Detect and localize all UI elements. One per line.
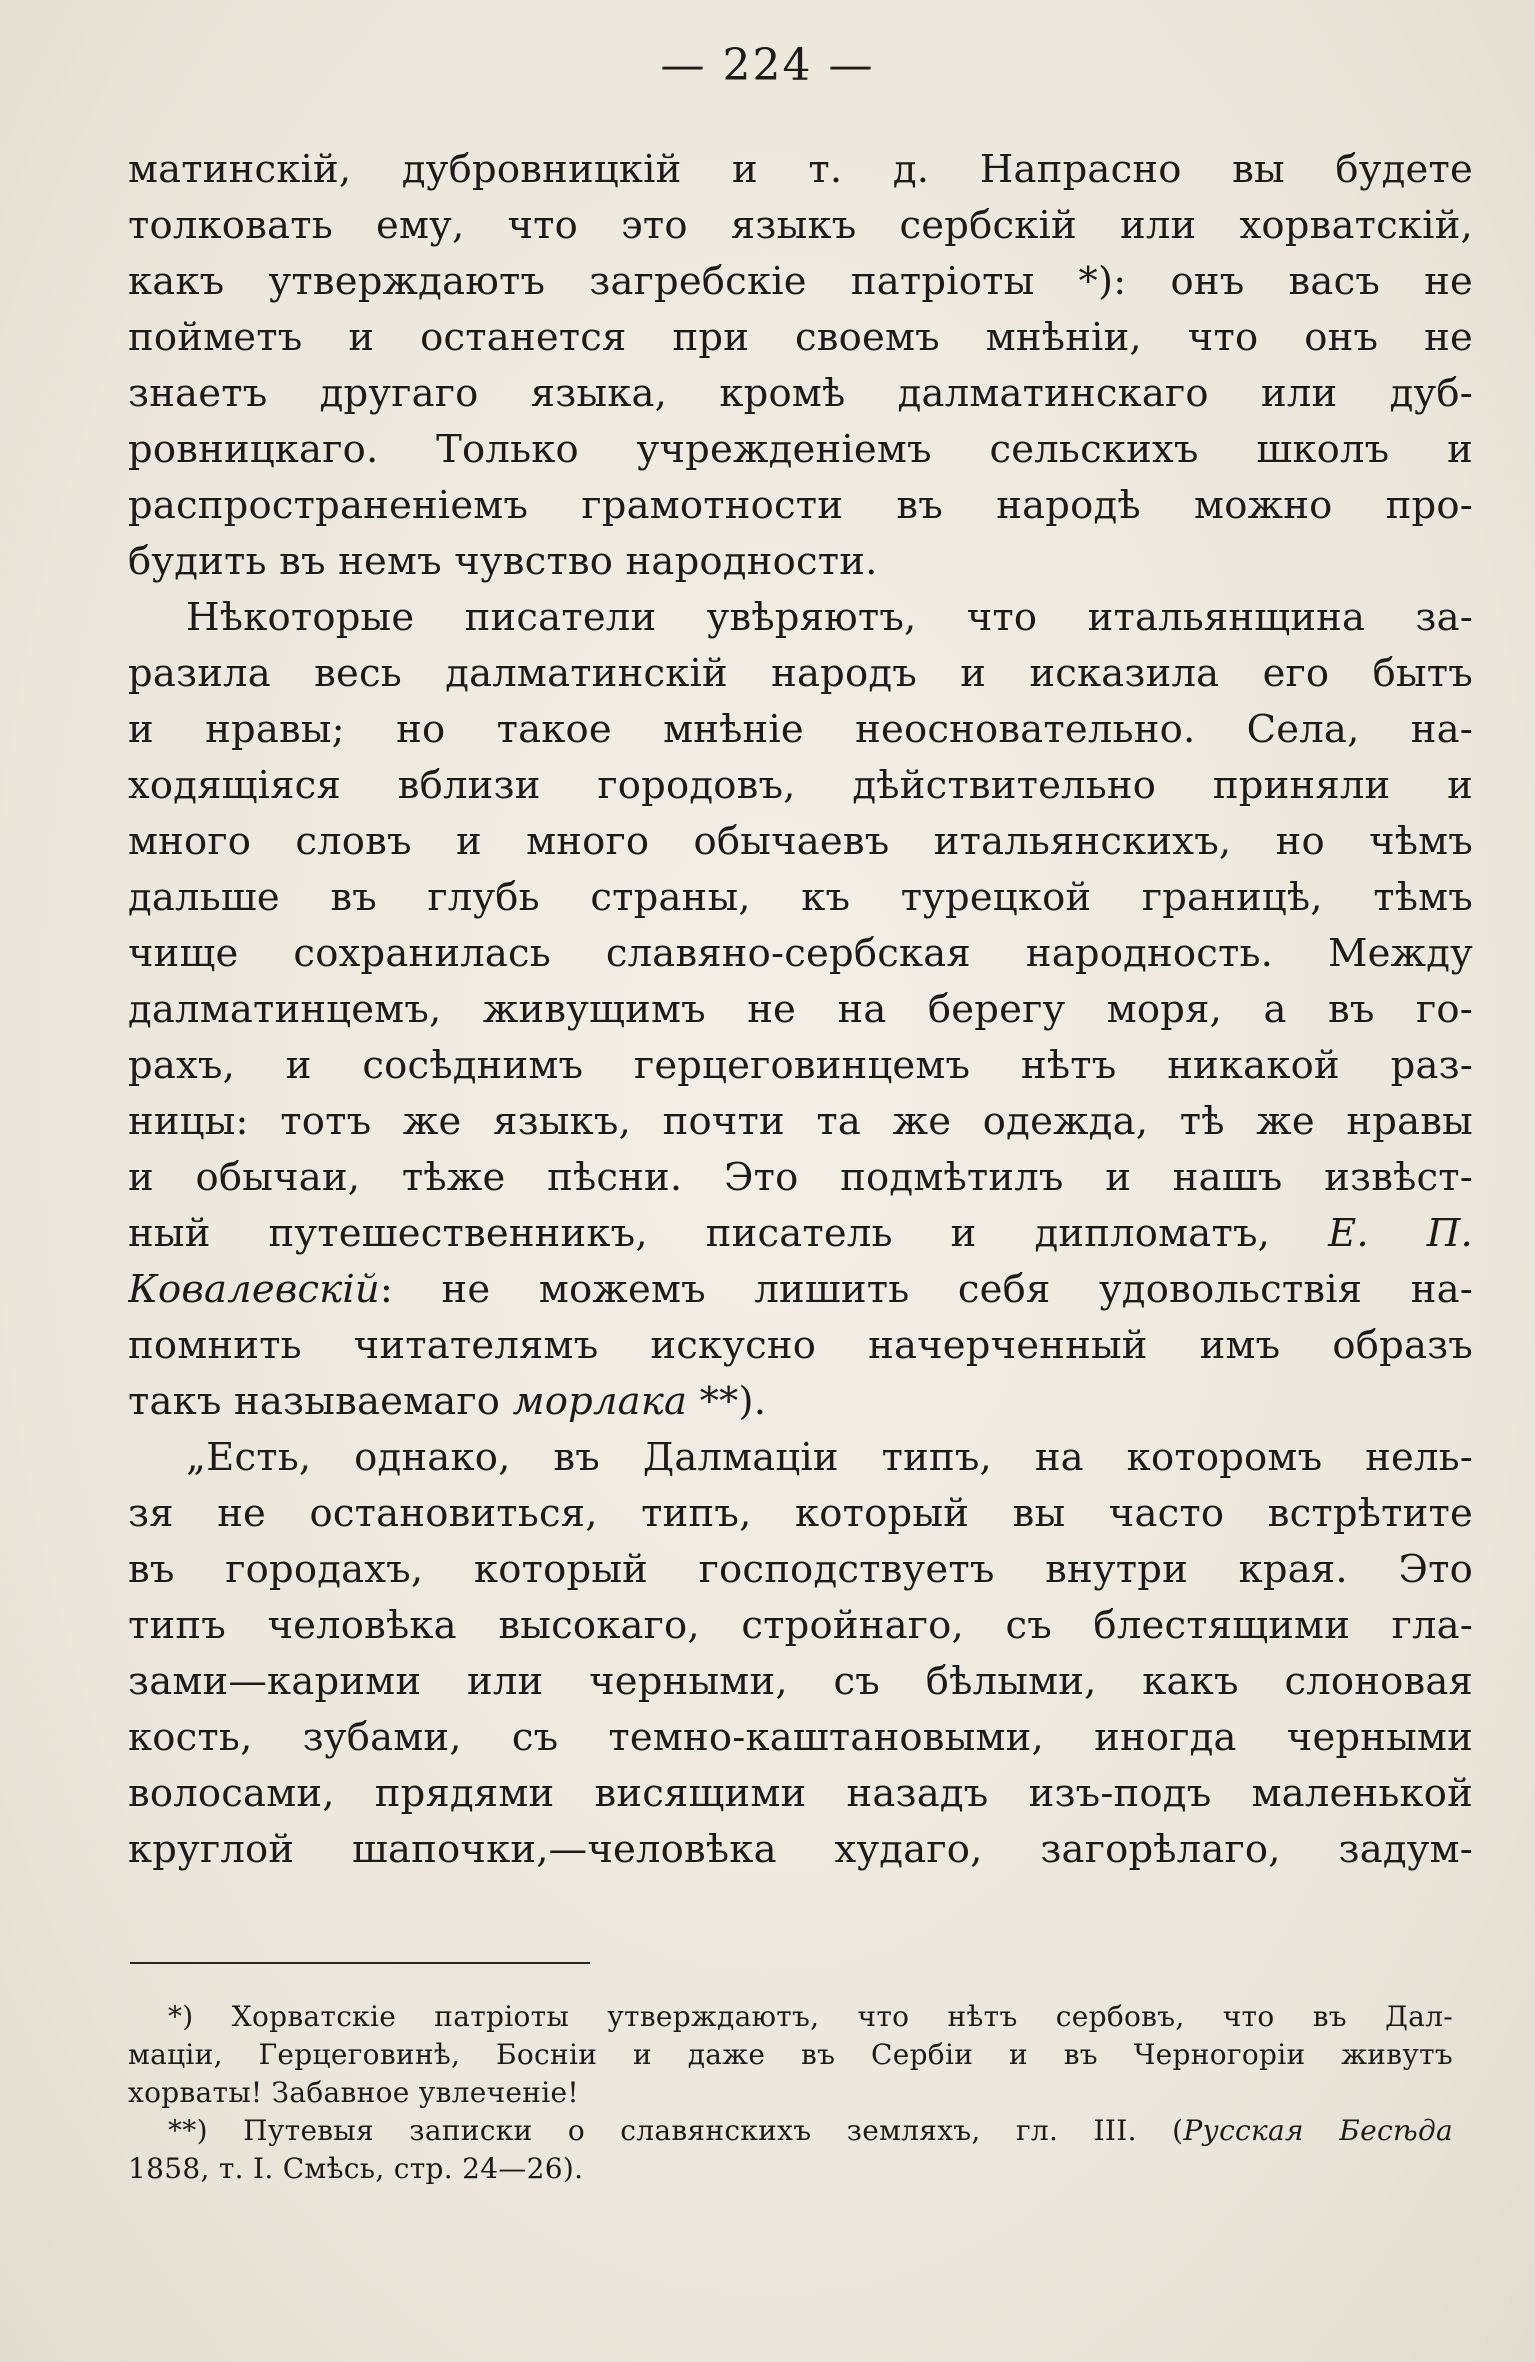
text-line: помнить читателямъ искусно начерченный имъ образъ: [128, 1323, 1473, 1368]
text-line: зя не остановиться, типъ, который вы часто встрѣтите: [128, 1491, 1473, 1536]
text-line: много словъ и много обычаевъ итальянскихъ, но чѣмъ: [128, 819, 1473, 864]
footnotes: [128, 1998, 1453, 2188]
text-line: кость, зубами, съ темно-каштановыми, иногда черными: [128, 1715, 1473, 1760]
page-number: — 224 —: [660, 40, 875, 91]
text-line: Нѣкоторые писатели увѣряютъ, что итальянщина за-: [186, 595, 1473, 640]
journal-title: Русская Бесѣда: [1183, 2114, 1453, 2147]
text-line: рахъ, и сосѣднимъ герцеговинцемъ нѣтъ никакой раз-: [128, 1043, 1473, 1088]
text-line: ницы: тотъ же языкъ, почти та же одежда, тѣ же нравы: [128, 1099, 1473, 1144]
text-line: [128, 1262, 1473, 1318]
text-segment: ный путешественникъ, писатель и дипломатъ,: [128, 1211, 1329, 1256]
text-line: и нравы; но такое мнѣніе неосновательно. Села, на-: [128, 707, 1473, 752]
text-line: чище сохранилась славяно-сербская народность. Между: [128, 931, 1473, 976]
footnote-line: маціи, Герцеговинѣ, Босніи и даже въ Сербіи и въ Черногоріи живутъ: [128, 2038, 1453, 2071]
text-line: ровницкаго. Только учрежденіемъ сельскихъ школъ и: [128, 427, 1473, 472]
text-line: типъ человѣка высокаго, стройнаго, съ блестящими гла-: [128, 1603, 1473, 1648]
text-line: толковать ему, что это языкъ сербскій или хорватскій,: [128, 203, 1473, 248]
author-name-initials: Е. П.: [1328, 1211, 1473, 1256]
text-segment: **).: [687, 1379, 767, 1424]
text-line: матинскій, дубровницкій и т. д. Напрасно вы будете: [128, 147, 1473, 192]
text-line: „Есть, однако, въ Далмаціи типъ, на которомъ нель-: [186, 1435, 1473, 1480]
text-line: зами—карими или черными, съ бѣлыми, какъ слоновая: [128, 1659, 1473, 1704]
footnote-line: хорваты! Забавное увлеченіе!: [128, 2076, 579, 2109]
text-line: [128, 1374, 1473, 1430]
footnote-divider: [130, 1962, 590, 1964]
text-line: разила весь далматинскій народъ и исказила его бытъ: [128, 651, 1473, 696]
text-line: [128, 1206, 1473, 1262]
italic-term: морлака: [512, 1379, 688, 1424]
text-line: и обычаи, тѣже пѣсни. Это подмѣтилъ и нашъ извѣст-: [128, 1155, 1473, 1200]
text-line: далматинцемъ, живущимъ не на берегу моря, а въ го-: [128, 987, 1473, 1032]
text-line: распространеніемъ грамотности въ народѣ можно про-: [128, 483, 1473, 528]
footnote-line: 1858, т. I. Смѣсь, стр. 24—26).: [128, 2152, 584, 2185]
text-segment: : не можемъ лишить себя удовольствія на-: [379, 1267, 1473, 1312]
text-line: круглой шапочки,—человѣка худаго, загорѣлаго, задум-: [128, 1827, 1473, 1872]
footnote-line: *) Хорватскіе патріоты утверждаютъ, что нѣтъ сербовъ, что въ Дал-: [168, 2000, 1453, 2033]
text-line: будить въ немъ чувство народности.: [128, 539, 878, 584]
text-segment: такъ называемаго: [128, 1379, 513, 1424]
text-line: дальше въ глубь страны, къ турецкой границѣ, тѣмъ: [128, 875, 1473, 920]
text-line: ходящіяся вблизи городовъ, дѣйствительно приняли и: [128, 763, 1473, 808]
author-name-surname: Ковалевскій: [128, 1267, 380, 1312]
footnote-line: [128, 2112, 1453, 2150]
text-line: въ городахъ, который господствуетъ внутри края. Это: [128, 1547, 1473, 1592]
text-line: знаетъ другаго языка, кромѣ далматинскаго или дуб-: [128, 371, 1473, 416]
text-line: пойметъ и останется при своемъ мнѣніи, что онъ не: [128, 315, 1473, 360]
text-line: какъ утверждаютъ загребскіе патріоты *): онъ васъ не: [128, 259, 1473, 304]
text-line: волосами, прядями висящими назадъ изъ-подъ маленькой: [128, 1771, 1473, 1816]
text-segment: **) Путевыя записки о славянскихъ земляхъ, гл. III. (: [168, 2114, 1184, 2147]
main-text: [128, 142, 1473, 1878]
